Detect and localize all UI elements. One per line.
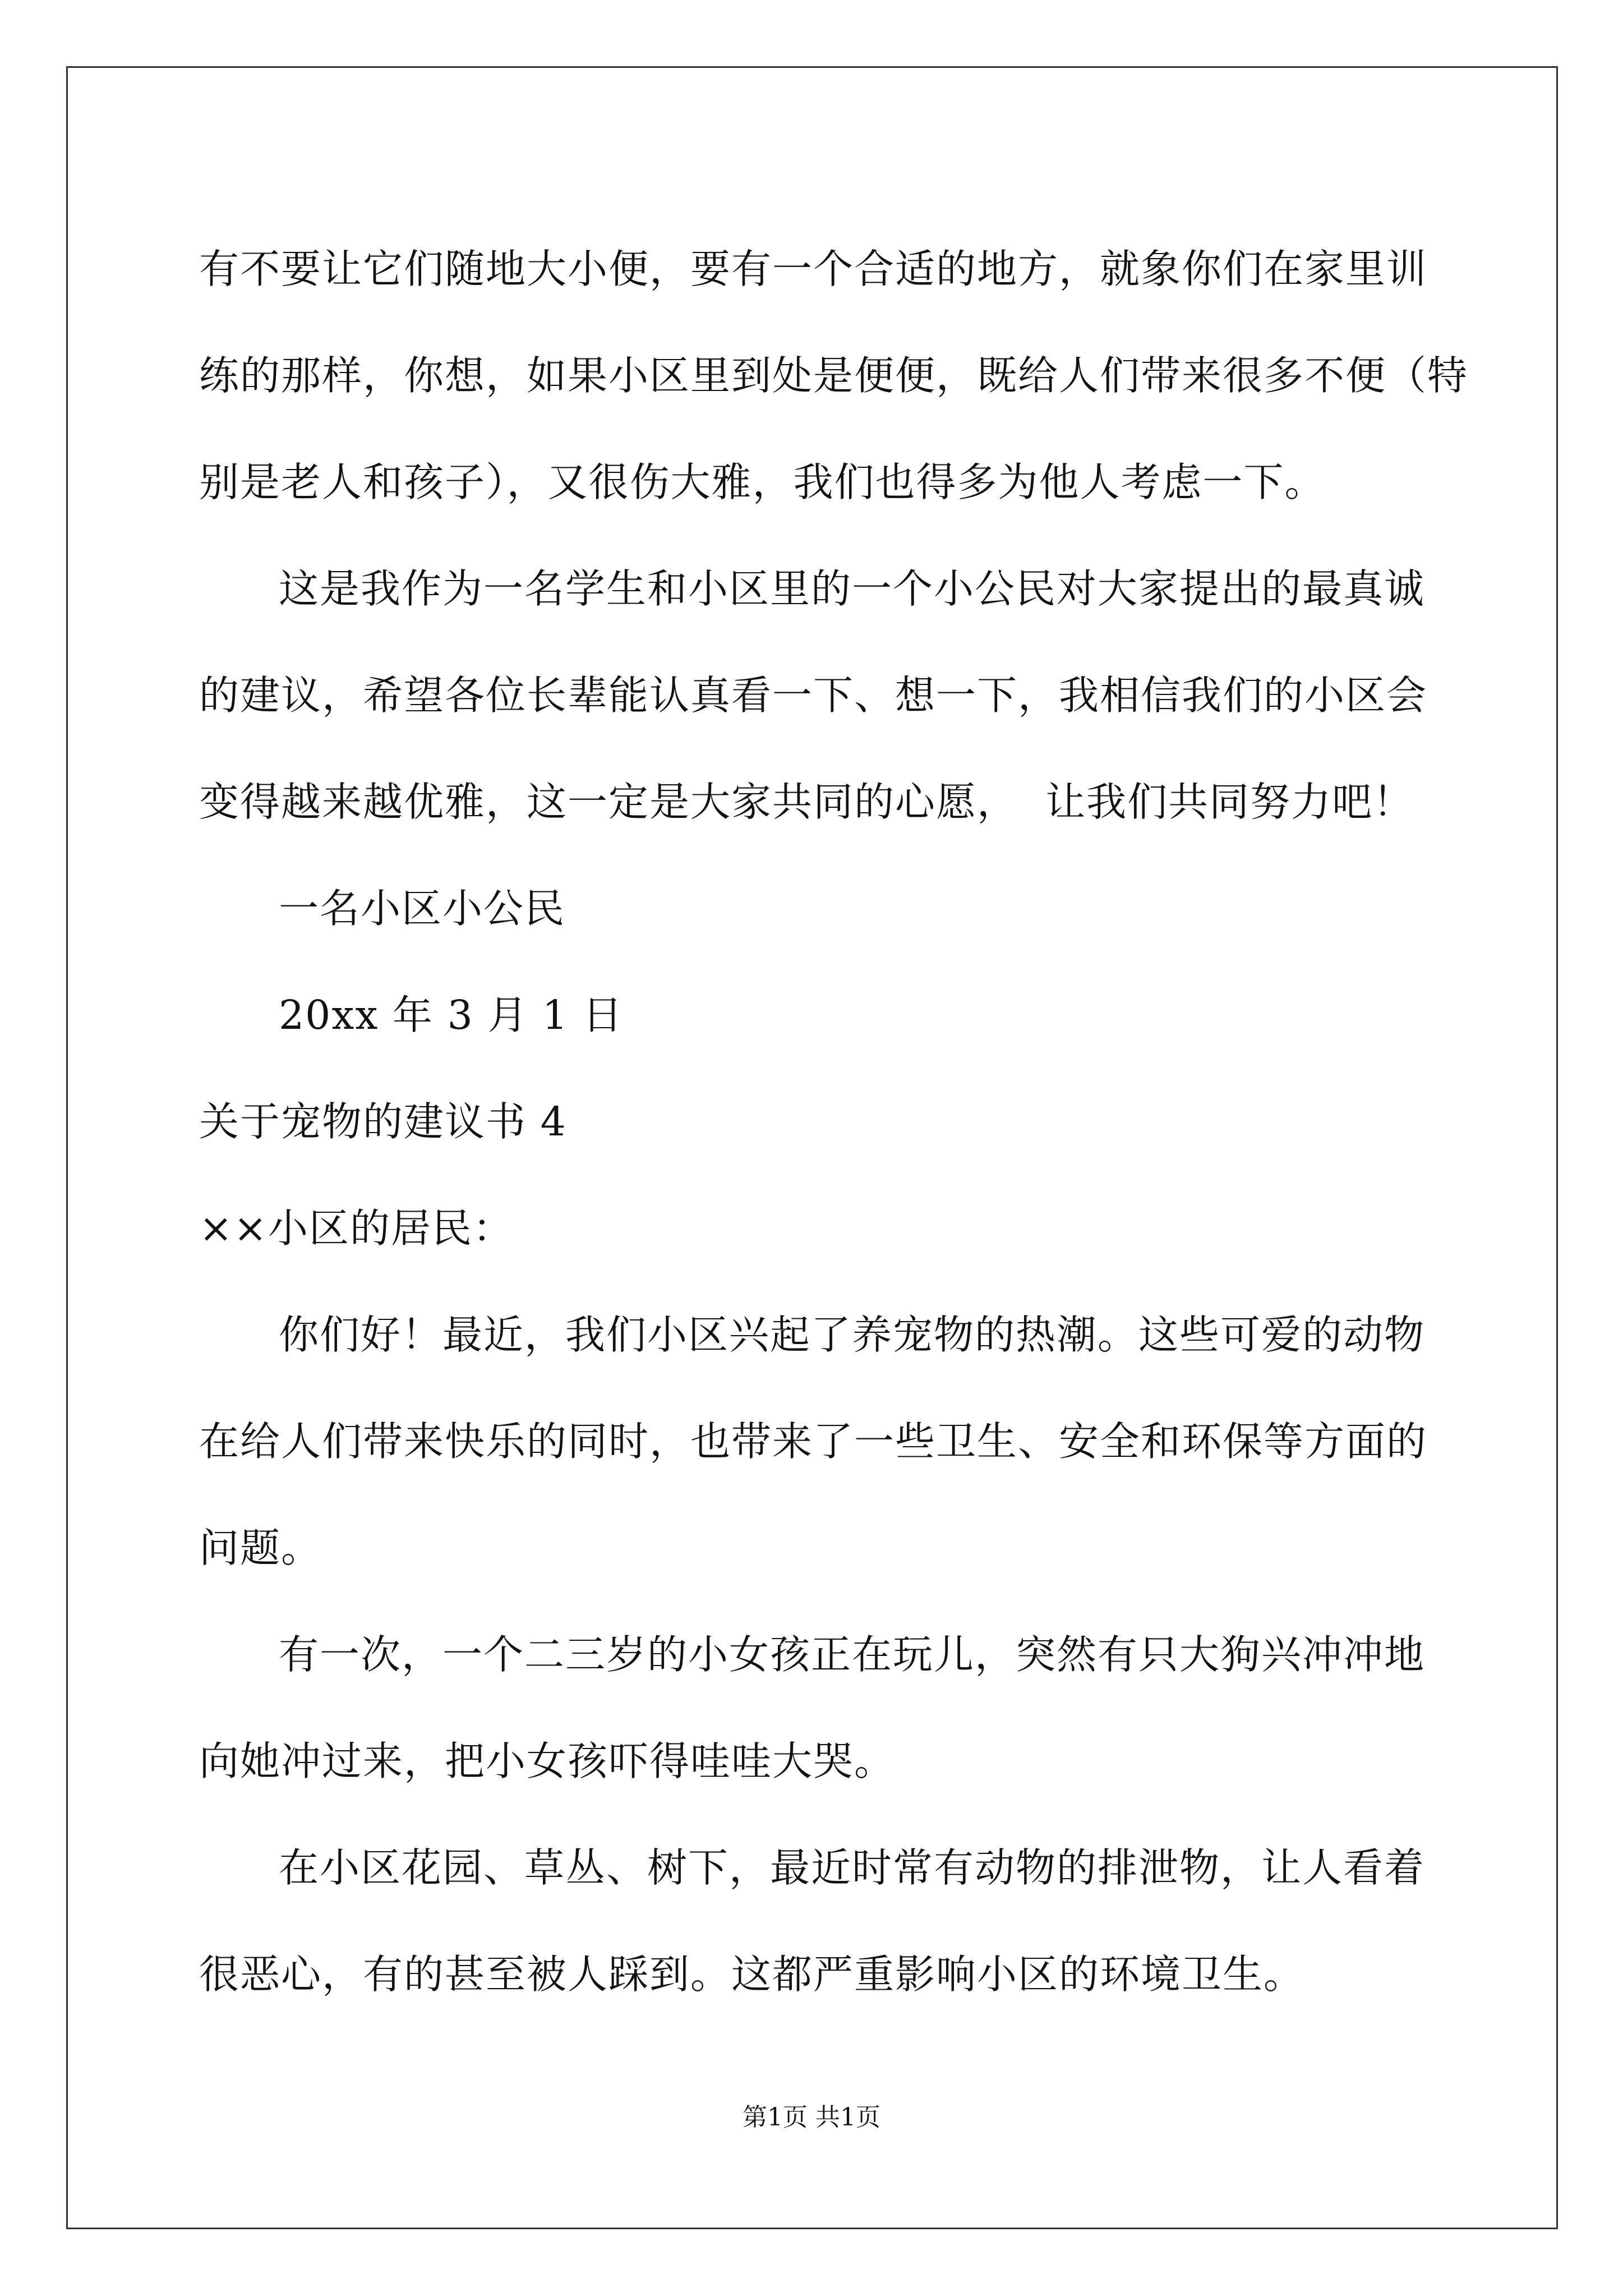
document-body — [199, 216, 1469, 2028]
paragraph-start-line: 你们好！最近，我们小区兴起了养宠物的热潮。这些可爱的动物 — [279, 1312, 1426, 1358]
text-line: 练的那样，你想，如果小区里到处是便便，既给人们带来很多不便（特 — [199, 352, 1469, 399]
text-line: 变得越来越优雅，这一定是大家共同的心愿， 让我们共同努力吧！ — [199, 779, 1414, 825]
text-line: 的建议，希望各位长辈能认真看一下、想一下，我相信我们的小区会 — [199, 672, 1428, 719]
text-line: 在给人们带来快乐的同时，也带来了一些卫生、安全和环保等方面的 — [199, 1418, 1428, 1465]
section-title: 关于宠物的建议书 4 — [199, 1098, 567, 1145]
text-line: 别是老人和孩子），又很伤大雅，我们也得多为他人考虑一下。 — [199, 459, 1326, 505]
text-line: 很恶心，有的甚至被人踩到。这都严重影响小区的环境卫生。 — [199, 1951, 1305, 1998]
text-line: 问题。 — [199, 1525, 322, 1571]
paragraph-start-line: 有一次，一个二三岁的小女孩正在玩儿，突然有只大狗兴冲冲地 — [279, 1631, 1426, 1678]
paragraph-start-line: 在小区花园、草丛、树下，最近时常有动物的排泄物，让人看着 — [279, 1844, 1426, 1891]
paragraph-start-line: 这是我作为一名学生和小区里的一个小公民对大家提出的最真诚 — [279, 565, 1426, 612]
date-line: 20xx 年 3 月 1 日 — [279, 992, 624, 1038]
salutation: ××小区的居民： — [199, 1205, 514, 1251]
text-line: 向她冲过来，把小女孩吓得哇哇大哭。 — [199, 1738, 896, 1784]
text-line: 有不要让它们随地大小便，要有一个合适的地方，就象你们在家里训 — [199, 246, 1428, 292]
signature-line: 一名小区小公民 — [279, 885, 566, 932]
page-footer: 第1页 共1页 — [743, 2103, 880, 2132]
